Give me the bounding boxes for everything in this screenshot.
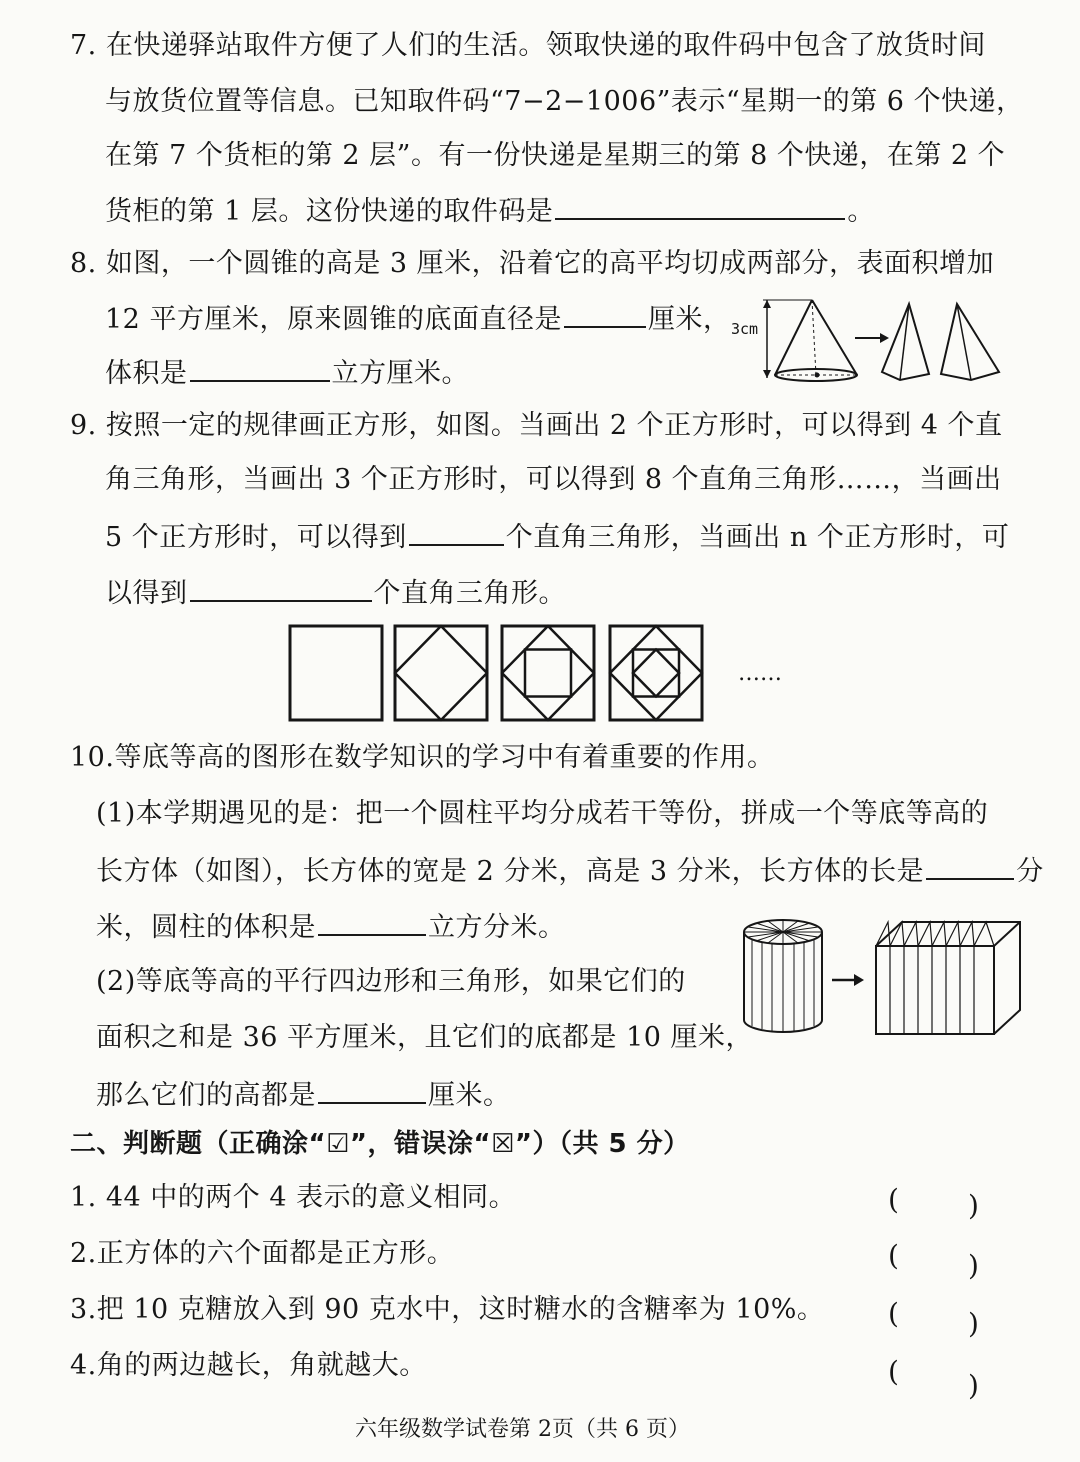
square-pattern-2 <box>395 626 487 720</box>
q9-line-3 <box>105 518 1009 556</box>
q10-height-prompt: 那么它们的高都是 <box>96 1080 316 1111</box>
half-cone-left <box>882 304 929 380</box>
q9-line-1: 9. 按照一定的规律画正方形，如图。当画出 2 个正方形时，可以得到 4 个直 <box>70 410 1003 441</box>
q10-part2-line-3 <box>96 1076 511 1114</box>
q10-length-blank[interactable] <box>926 852 1014 880</box>
q7-line-1: 7. 在快递驿站取件方便了人们的生活。领取快递的取件码中包含了放货时间 <box>70 30 986 61</box>
arrow-right-icon <box>855 333 889 343</box>
cone-shape <box>775 300 857 381</box>
q8-volume-unit: 立方厘米。 <box>331 358 469 389</box>
tf-item-3-paren-close: ) <box>968 1307 979 1340</box>
q8-line-3 <box>105 354 469 392</box>
tf-item-4-paren-close: ) <box>968 1369 979 1402</box>
tf-item-2: 2.正方体的六个面都是正方形。 <box>70 1238 455 1269</box>
q10-part2-line-2: 面积之和是 36 平方厘米，且它们的底都是 10 厘米， <box>96 1022 754 1053</box>
q9-n-squares-prompt: 个直角三角形，当画出 n 个正方形时，可 <box>505 522 1010 553</box>
q10-part1-line-1: (1)本学期遇见的是：把一个圆柱平均分成若干等份，拼成一个等底等高的 <box>96 798 989 829</box>
tf-item-1: 1. 44 中的两个 4 表示的意义相同。 <box>70 1182 517 1213</box>
cone-cut-figure <box>725 282 1015 392</box>
q8-diameter-prompt: 12 平方厘米，原来圆锥的底面直径是 <box>105 304 562 335</box>
tf-item-4-paren-open: ( <box>888 1355 899 1388</box>
q10-cylinder-volume-blank[interactable] <box>318 908 426 936</box>
q7-period: 。 <box>847 196 875 227</box>
tf-item-1-answer-box[interactable] <box>900 1180 966 1220</box>
q10-length-prompt: 长方体（如图），长方体的宽是 2 分米，高是 3 分米，长方体的长是 <box>96 856 925 887</box>
q8-volume-prompt: 体积是 <box>105 358 188 389</box>
nested-squares-figure <box>288 624 808 726</box>
q8-diameter-blank[interactable] <box>564 300 646 328</box>
q7-prompt: 货柜的第 1 层。这份快递的取件码是 <box>105 196 554 227</box>
tf-item-4: 4.角的两边越长，角就越大。 <box>70 1350 427 1381</box>
q10-cylinder-volume-unit: 立方分米。 <box>428 912 566 943</box>
tf-item-1-paren-open: ( <box>888 1183 899 1216</box>
tf-item-1-paren-close: ) <box>968 1189 979 1222</box>
square-pattern-4 <box>610 626 702 720</box>
q10-part1-line-3 <box>96 908 566 946</box>
q8-line-2 <box>105 300 730 338</box>
section-2-title: 二、判断题（正确涂“☑”，错误涂“☒”）（共 5 分） <box>70 1129 690 1159</box>
q10-length-unit: 分 <box>1016 856 1044 887</box>
q7-answer-blank[interactable] <box>555 192 845 220</box>
cylinder-to-cuboid-figure <box>738 912 1028 1042</box>
square-pattern-3 <box>502 626 594 720</box>
q9-line-4 <box>105 574 566 612</box>
arrow-right-icon <box>832 974 864 986</box>
q7-line-2: 与放货位置等信息。已知取件码“7−2−1006”表示“星期一的第 6 个快递， <box>105 86 1024 117</box>
q8-volume-blank[interactable] <box>190 354 330 382</box>
square-pattern-1 <box>290 626 382 720</box>
sliced-cylinder <box>744 920 822 1032</box>
q9-n-prompt: 以得到 <box>105 578 188 609</box>
q10-part1-line-2 <box>96 852 1044 890</box>
q9-five-squares-blank[interactable] <box>409 518 504 546</box>
tf-item-3-paren-open: ( <box>888 1297 899 1330</box>
cuboid <box>876 922 1020 1034</box>
q9-n-squares-blank[interactable] <box>190 574 372 602</box>
q10-height-blank[interactable] <box>318 1076 426 1104</box>
q9-five-squares-prompt: 5 个正方形时，可以得到 <box>105 522 407 553</box>
tf-item-2-answer-box[interactable] <box>900 1236 966 1280</box>
q9-line-2: 角三角形，当画出 3 个正方形时，可以得到 8 个直角三角形……，当画出 <box>105 464 1002 495</box>
q9-n-unit: 个直角三角形。 <box>373 578 566 609</box>
tf-item-2-paren-open: ( <box>888 1239 899 1272</box>
q10-line-1: 10.等底等高的图形在数学知识的学习中有着重要的作用。 <box>70 742 775 773</box>
q7-line-3: 在第 7 个货柜的第 2 层”。有一份快递是星期三的第 8 个快递，在第 2 个 <box>105 140 1006 171</box>
q8-diameter-unit: 厘米， <box>647 304 731 335</box>
page-footer: 六年级数学试卷第 2页（共 6 页） <box>355 1417 690 1442</box>
q10-height-unit: 厘米。 <box>428 1080 511 1111</box>
q7-line-4 <box>105 192 875 230</box>
half-cone-right <box>941 304 999 380</box>
tf-item-3-answer-box[interactable] <box>900 1292 966 1338</box>
tf-item-4-answer-box[interactable] <box>900 1350 966 1400</box>
q10-part2-line-1: (2)等底等高的平行四边形和三角形，如果它们的 <box>96 966 686 997</box>
cone-height-label: 3cm <box>731 320 759 338</box>
pattern-ellipsis: …… <box>738 661 782 686</box>
q10-cylinder-volume-prompt: 米，圆柱的体积是 <box>96 912 316 943</box>
tf-item-2-paren-close: ) <box>968 1249 979 1282</box>
tf-item-3: 3.把 10 克糖放入到 90 克水中，这时糖水的含糖率为 10%。 <box>70 1294 825 1325</box>
q8-line-1: 8. 如图，一个圆锥的高是 3 厘米，沿着它的高平均切成两部分，表面积增加 <box>70 248 995 279</box>
